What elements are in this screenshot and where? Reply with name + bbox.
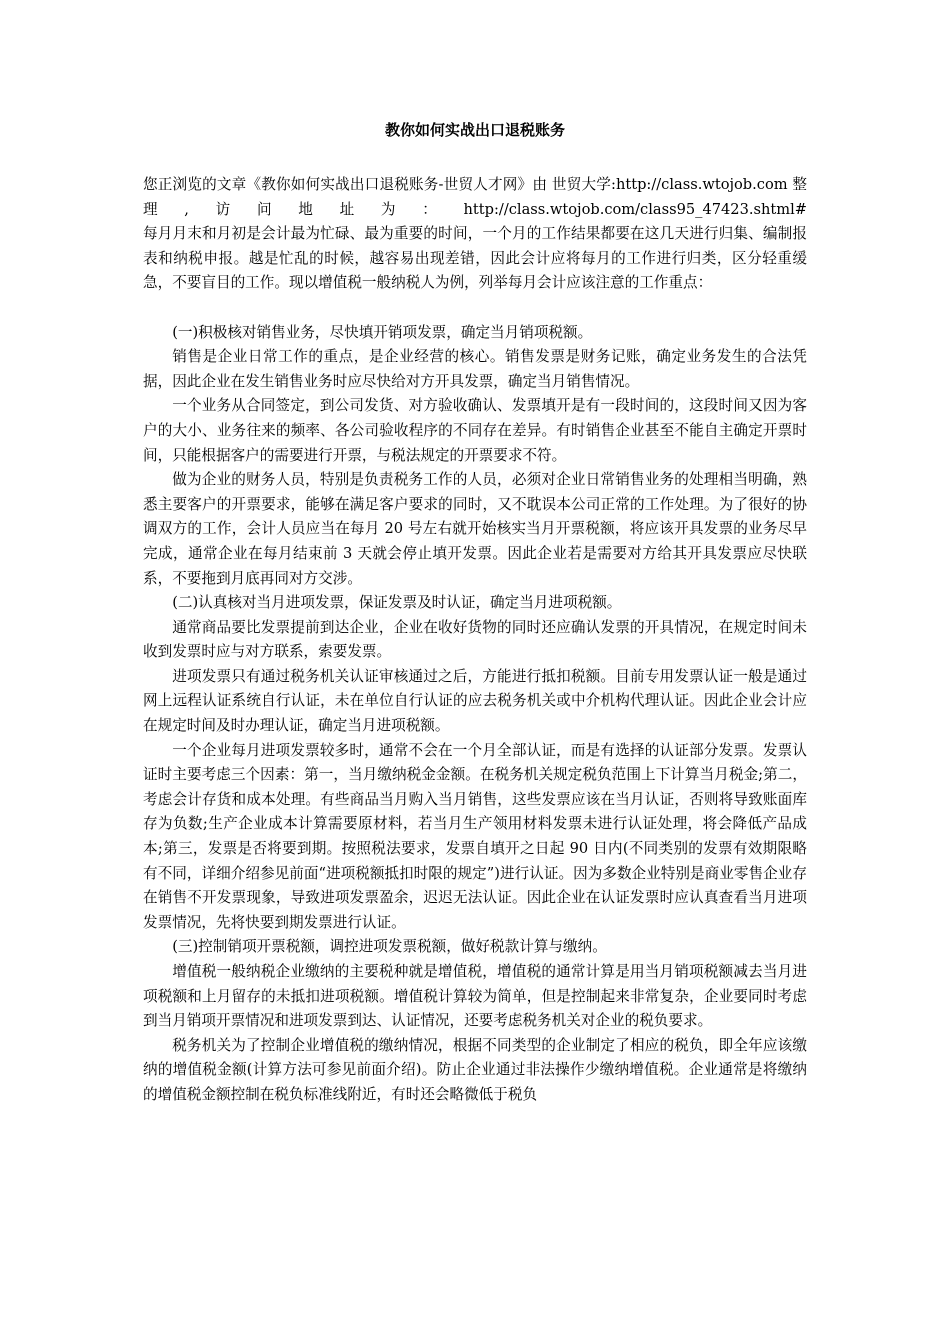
intro-paragraph: 每月月末和月初是会计最为忙碌、最为重要的时间，一个月的工作结果都要在这几天进行归集、编制报表和纳税申报。越是忙乱的时候，越容易出现差错，因此会计应将每月的工作进行归类，区分轻重缓急，不要盲目的工作。现以增值税一般纳税人为例，列举每月会计应该注意的工作重点： — [143, 225, 807, 292]
body-paragraph: 增值税一般纳税企业缴纳的主要税种就是增值税，增值税的通常计算是用当月销项税额减去当月进项税额和上月留存的未抵扣进项税额。增值税计算较为简单，但是控制起来非常复杂，企业要同时考虑到当月销项开票情况和进项发票到达、认证情况，还要考虑税务机关对企业的税负要求。 — [143, 963, 807, 1030]
document-title: 教你如何实战出口退税账务 — [384, 121, 565, 139]
body-paragraph: 销售是企业日常工作的重点，是企业经营的核心。销售发票是财务记账，确定业务发生的合法凭据，因此企业在发生销售业务时应尽快给对方开具发票，确定当月销售情况。 — [143, 348, 807, 390]
body-paragraph: 一个企业每月进项发票较多时，通常不会在一个月全部认证，而是有选择的认证部分发票。发票认证时主要考虑三个因素：第一，当月缴纳税金金额。在税务机关规定税负范围上下计算当月税金;第二，考虑会计存货和成本处理。有些商品当月购入当月销售，这些发票应该在当月认证，否则将导致账面库存为负数;生产企业成本计算需要原材料，若当月生产领用材料发票未进行认证处理，将会降低产品成本;第三，发票是否将要到期。按照税法要求，发票自填开之日起 90 日内(不同类别的发票有效期限略有不同，详细介绍参见前面“进项税额抵扣时限的规定”)进行认证。因为多数企业特别是商业零售企业存在销售不开发票现象，导致进项发票盈余，迟迟无法认证。因此企业在认证发票时应认真查看当月进项发票情况，先将快要到期发票进行认证。 — [143, 741, 807, 931]
body-paragraph: 税务机关为了控制企业增值税的缴纳情况，根据不同类型的企业制定了相应的税负，即全年应该缴纳的增值税金额(计算方法可参见前面介绍)。防止企业通过非法操作少缴纳增值税。企业通常是将缴纳的增值税金额控制在税负标准线附近，有时还会略微低于税负 — [143, 1036, 807, 1103]
section-heading-3: (三)控制销项开票税额，调控进项发票税额，做好税款计算与缴纳。 — [172, 938, 607, 956]
section-heading-2: (二)认真核对当月进项发票，保证发票及时认证，确定当月进项税额。 — [172, 594, 622, 612]
section-heading-1: (一)积极核对销售业务，尽快填开销项发票，确定当月销项税额。 — [172, 323, 593, 341]
source-line: 您正浏览的文章《教你如何实战出口退税账务-世贸人才网》由 世贸大学:http://class.wtojob.com 整理,访问地址为：http://class.wtojob.com/class95_47423.shtml# — [143, 176, 807, 218]
document-page — [143, 118, 807, 1108]
blank-line — [143, 296, 807, 321]
body-paragraph: 一个业务从合同签定，到公司发货、对方验收确认、发票填开是有一段时间的，这段时间又因为客户的大小、业务往来的频率、各公司验收程序的不同存在差异。有时销售企业甚至不能自主确定开票时间，只能根据客户的需要进行开票，与税法规定的开票要求不符。 — [143, 397, 807, 464]
body-paragraph: 做为企业的财务人员，特别是负责税务工作的人员，必须对企业日常销售业务的处理相当明确，熟悉主要客户的开票要求，能够在满足客户要求的同时，又不耽误本公司正常的工作处理。为了很好的协调双方的工作，会计人员应当在每月 20 号左右就开始核实当月开票税额，将应该开具发票的业务尽早完成，通常企业在每月结束前 3 天就会停止填开发票。因此企业若是需要对方给其开具发票应尽快联系，不要拖到月底再同对方交涉。 — [143, 471, 807, 587]
body-paragraph: 进项发票只有通过税务机关认证审核通过之后，方能进行抵扣税额。目前专用发票认证一般是通过网上远程认证系统自行认证，未在单位自行认证的应去税务机关或中介机构代理认证。因此企业会计应在规定时间及时办理认证，确定当月进项税额。 — [143, 667, 807, 735]
body-paragraph: 通常商品要比发票提前到达企业，企业在收好货物的同时还应确认发票的开具情况，在规定时间未收到发票时应与对方联系，索要发票。 — [143, 618, 807, 661]
